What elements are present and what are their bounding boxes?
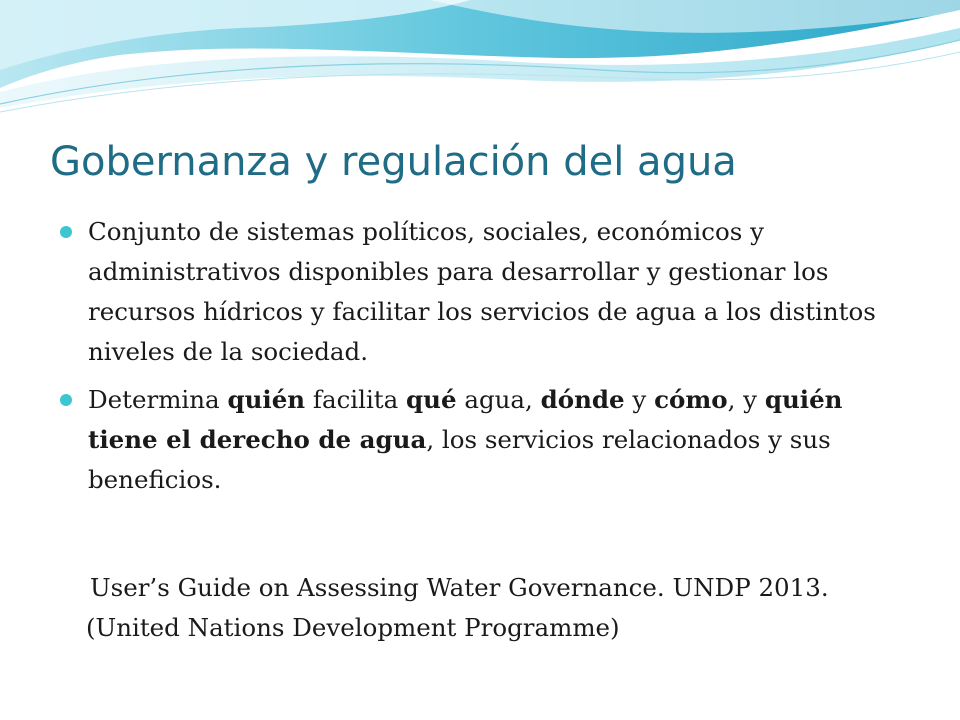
bullet-icon: [60, 226, 72, 238]
bullet-determines-seg-9: quién tiene el derecho de agua: [88, 385, 843, 454]
bullet-determines-seg-1: quién: [227, 385, 306, 414]
bullet-determines-seg-10: , los servicios relacionados y sus beneficios.: [88, 425, 831, 494]
bullet-icon: [60, 394, 72, 406]
bullet-determines-seg-5: dónde: [540, 385, 625, 414]
bullet-determines-seg-2: facilita: [305, 385, 407, 414]
bullet-determines: [60, 380, 910, 500]
slide-title: Gobernanza y regulación del agua: [50, 139, 737, 185]
bullet-determines-seg-0: Determina: [88, 385, 228, 414]
bullet-determines-seg-6: y: [624, 385, 655, 414]
bullet-determines-seg-8: , y: [727, 385, 765, 414]
bullet-determines-seg-4: agua,: [456, 385, 541, 414]
bullet-determines-seg-7: cómo: [654, 385, 728, 414]
bullet-list: [60, 212, 910, 508]
bullet-definition: [60, 212, 910, 372]
decorative-wave-header: [0, 0, 960, 130]
bullet-definition-text: Conjunto de sistemas políticos, sociales, económicos y administrativos disponibles para desarrollar y gestionar los recursos hídricos y facilitar los servicios de agua a los distintos niveles de la sociedad.: [88, 217, 876, 366]
bullet-determines-seg-3: qué: [406, 385, 457, 414]
source-citation: User’s Guide on Assessing Water Governance. UNDP 2013. (United Nations Development Programme): [86, 573, 829, 642]
